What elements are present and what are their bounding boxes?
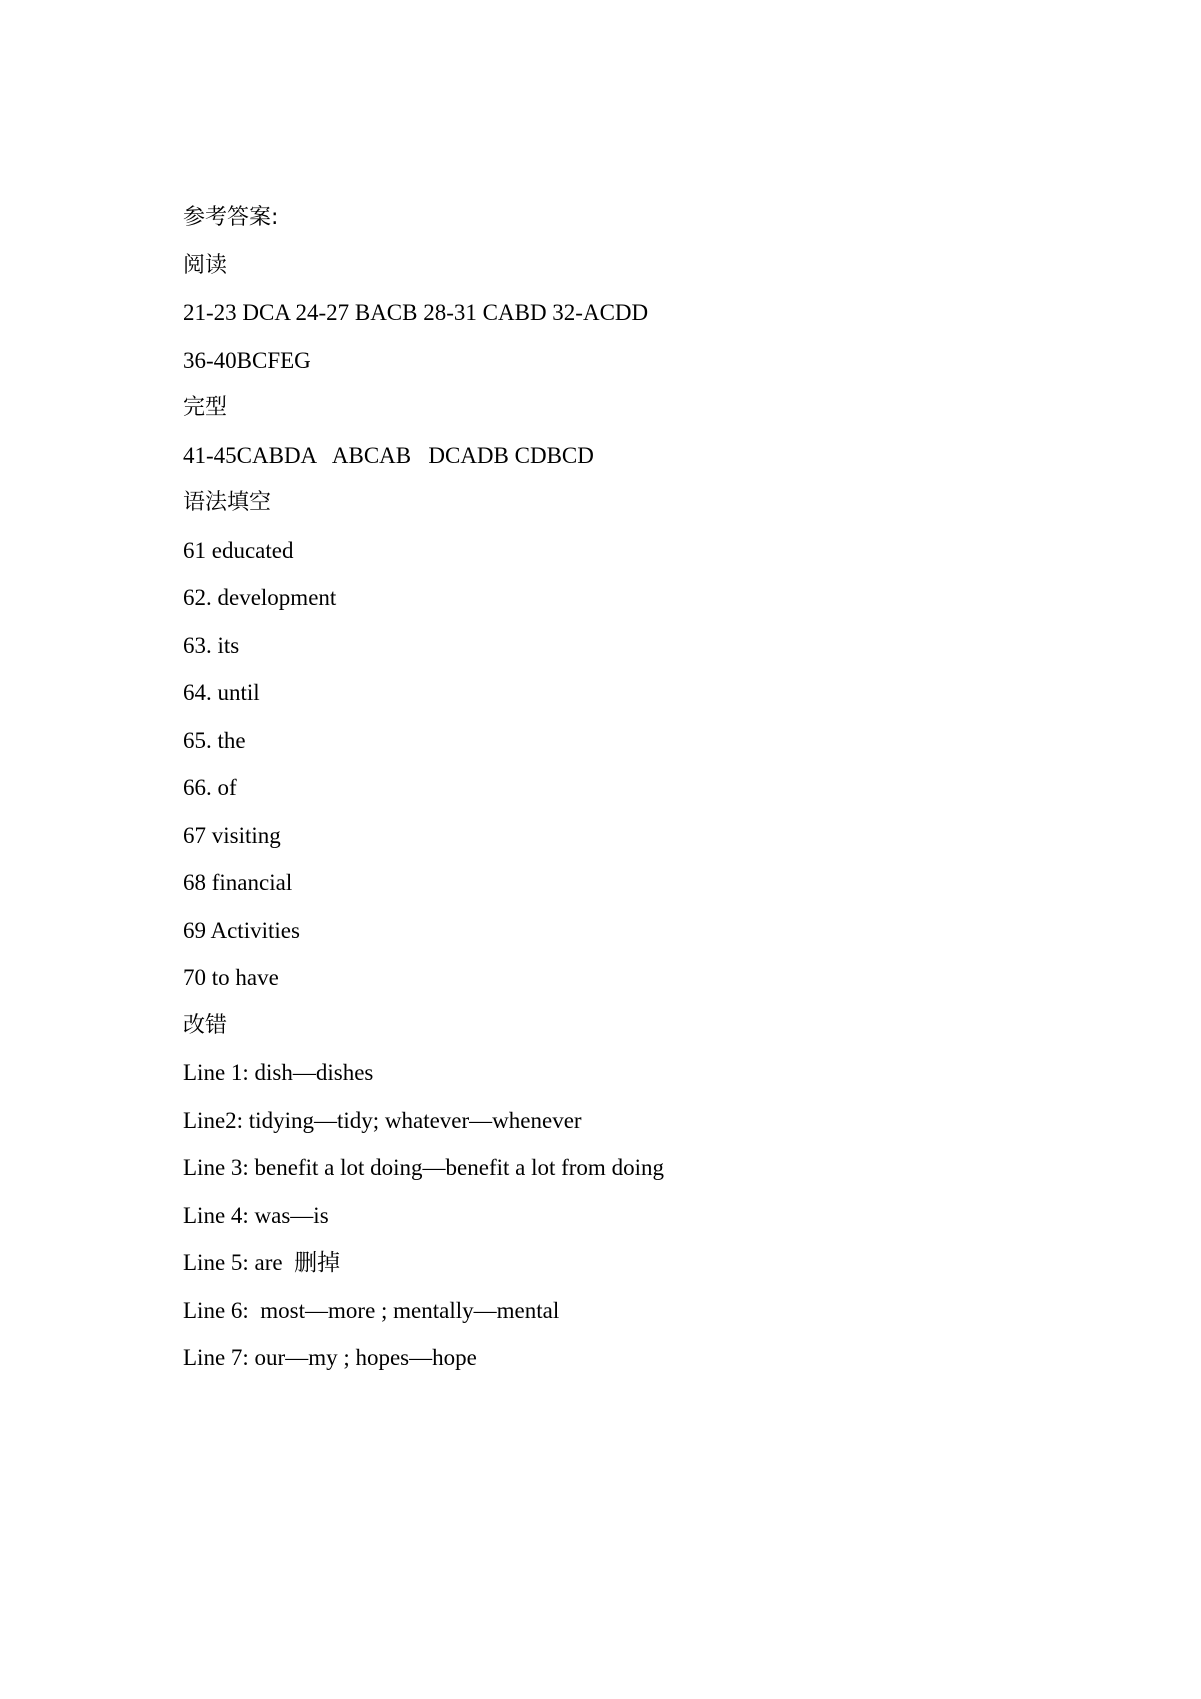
- correction-line-item: Line 5: are 删掉: [183, 1250, 341, 1275]
- correction-line-item: Line 1: dish—dishes: [183, 1060, 374, 1085]
- correction-section-label: 改错: [183, 1012, 228, 1038]
- answer-key-heading: 参考答案:: [183, 205, 279, 230]
- grammar-answer-item: 68 financial: [183, 870, 293, 895]
- grammar-answer-item: 63. its: [183, 632, 240, 658]
- reading-section-label: 阅读: [183, 252, 228, 278]
- grammar-answer-item: 69 Activities: [183, 917, 300, 943]
- grammar-answer-item: 66. of: [183, 775, 237, 800]
- cloze-section-label: 完型: [183, 395, 228, 420]
- correction-line-item: Line2: tidying—tidy; whatever—whenever: [183, 1107, 582, 1133]
- correction-line-item: Line 7: our—my ; hopes—hope: [183, 1345, 477, 1370]
- grammar-section-label: 语法填空: [183, 490, 272, 515]
- answer-key: [183, 198, 1083, 1386]
- grammar-answer-item: 70 to have: [183, 965, 279, 990]
- reading-answers-line: 21-23 DCA 24-27 BACB 28-31 CABD 32-ACDD: [183, 300, 649, 325]
- grammar-answer-item: 67 visiting: [183, 822, 281, 848]
- grammar-answer-item: 61 educated: [183, 537, 294, 563]
- correction-line-item: Line 3: benefit a lot doing—benefit a lot from doing: [183, 1155, 664, 1180]
- grammar-answer-item: 65. the: [183, 727, 246, 753]
- reading-answers-line: 36-40BCFEG: [183, 347, 311, 373]
- grammar-answer-item: 64. until: [183, 680, 260, 705]
- grammar-answer-item: 62. development: [183, 585, 337, 610]
- correction-line-item: Line 6: most—more ; mentally—mental: [183, 1297, 560, 1323]
- correction-line-item: Line 4: was—is: [183, 1202, 329, 1228]
- cloze-answers-line: 41-45CABDA ABCAB DCADB CDBCD: [183, 442, 594, 468]
